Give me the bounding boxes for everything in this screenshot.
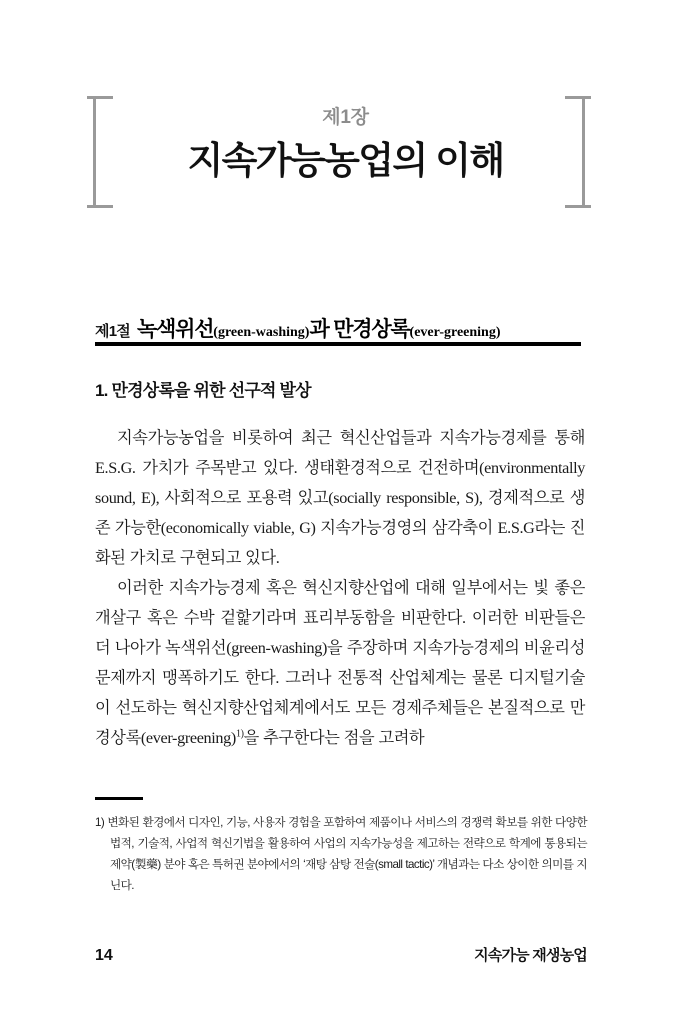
chapter-header [0, 96, 691, 208]
body-text-block [95, 423, 585, 753]
footnote-block [95, 812, 587, 896]
bracket-left-bottom-arm [87, 205, 113, 208]
footnote-item [95, 812, 587, 896]
section-title-latin-1: (green-washing) [213, 325, 310, 340]
bracket-left-top-arm [87, 96, 113, 99]
footnote-text: 변화된 환경에서 디자인, 기능, 사용자 경험을 포함하여 제품이나 서비스의 경쟁력 확보를 위한 다양한 법적, 기술적, 사업적 혁신기법을 활용하여 사업의 지속가능성을 제고하는 전략으로 학계에 통용되는 제약(製藥) 분야 혹은 특허권 분야에서의 ‘재탕 삼탕 전술(small tactic)’ 개념과는 다소 상이한 의미를 지닌다. [107, 816, 588, 892]
body-paragraph-2 [95, 573, 585, 753]
bracket-right-bottom-arm [565, 205, 591, 208]
body-paragraph-1 [95, 423, 585, 573]
section-title-korean-1: 녹색위선 [136, 318, 214, 341]
page-number: 14 [95, 947, 113, 964]
chapter-number-label: 제1장 [322, 107, 369, 128]
section-number: 제1절 [95, 323, 130, 340]
running-title: 지속가능 재생농업 [474, 947, 587, 964]
body-paragraph-2-text: 이러한 지속가능경제 혹은 혁신지향산업에 대해 일부에서는 빛 좋은 개살구 혹은 수박 겉핥기라며 표리부동함을 비판한다. 이러한 비판들은 더 나아가 녹색위선(green-washing)을 주장하며 지속가능경제의 비윤리성 문제까지 맹폭하기도 한다. 그러나 전통적 산업체계는 물론 디지털기술이 선도하는 혁신지향산업체계에서도 모든 경제주체들은 본질적으로 만경상록(ever-greening) [95, 579, 585, 747]
footnote-marker: 1) [95, 816, 105, 829]
section-heading [95, 313, 581, 343]
page-footer [95, 944, 587, 965]
body-paragraph-1-text: 지속가능농업을 비롯하여 최근 혁신산업들과 지속가능경제를 통해 E.S.G. 가치가 주목받고 있다. 생태환경적으로 건전하며(environmentally sound, E), 사회적으로 포용력 있고(socially responsible, S), 경제적으로 생존 가능한(economically viable, G) 지속가능경영의 삼각축이 E.S.G라는 진화된 가치로 구현되고 있다. [95, 429, 585, 567]
section-title-latin-2: (ever-greening) [409, 325, 501, 340]
section-heading-rule [95, 342, 581, 346]
bracket-right-top-arm [565, 96, 591, 99]
footnote-separator-rule [95, 797, 143, 800]
chapter-title: 지속가능농업의 이해 [187, 140, 504, 181]
footnote-reference-marker[interactable]: 1) [235, 728, 244, 740]
subsection-heading: 1. 만경상록을 위한 선구적 발상 [95, 381, 311, 400]
section-title-korean-2: 과 만경상록 [309, 318, 410, 341]
body-paragraph-2-text-tail: 을 추구한다는 점을 고려하 [243, 729, 425, 747]
